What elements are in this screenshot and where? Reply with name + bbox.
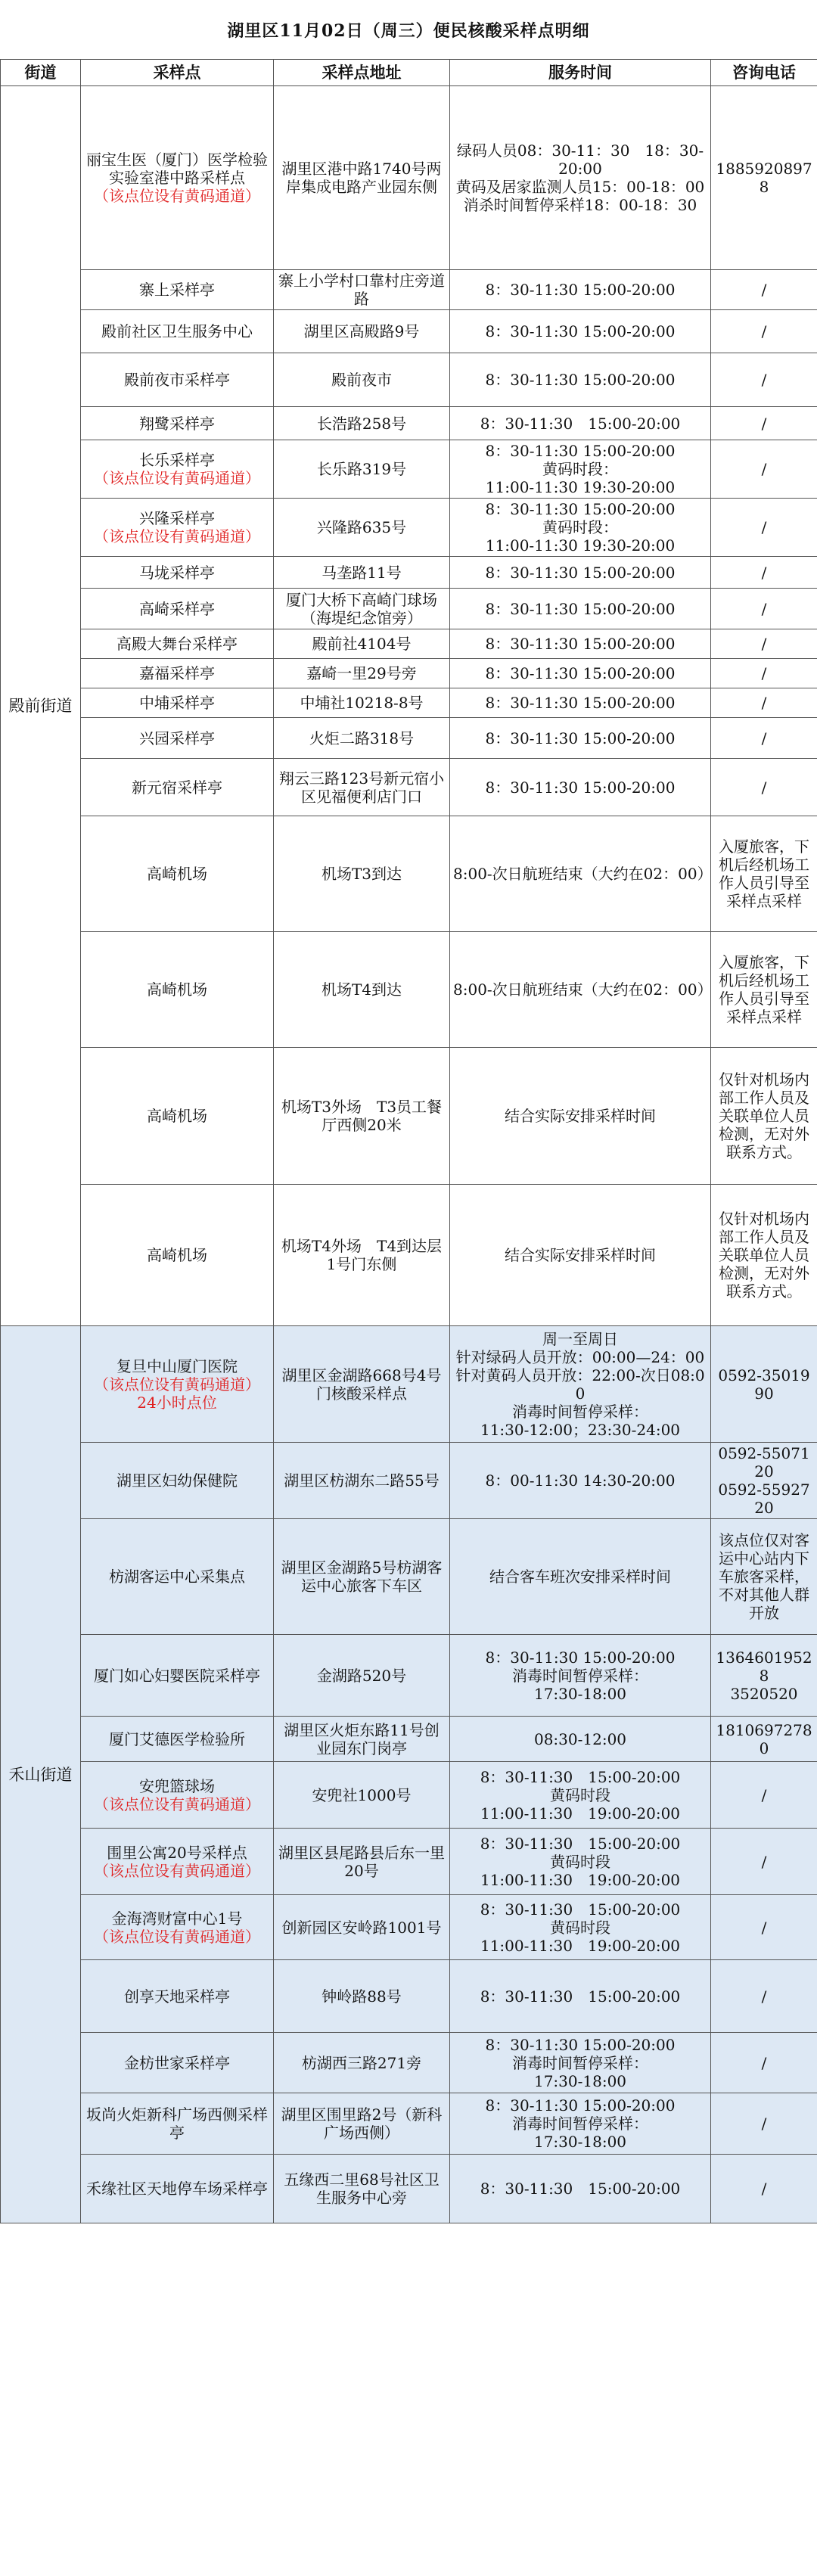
site-cell bbox=[81, 1326, 274, 1443]
yellow-code-note: （该点位设有黄码通道） 24小时点位 bbox=[94, 1375, 260, 1412]
table-row bbox=[1, 2155, 817, 2223]
phone-cell: / bbox=[711, 353, 817, 407]
phone-cell: / bbox=[711, 718, 817, 759]
service-time-cell: 8：30-11:30 15:00-20:00 bbox=[450, 1960, 711, 2033]
address-cell: 机场T4外场 T4到达层1号门东侧 bbox=[274, 1185, 450, 1326]
table-row bbox=[1, 86, 817, 270]
site-name: 厦门如心妇婴医院采样亭 bbox=[94, 1666, 260, 1685]
phone-cell: 仅针对机场内部工作人员及关联单位人员检测，无对外联系方式。 bbox=[711, 1048, 817, 1185]
site-cell bbox=[81, 629, 274, 659]
site-cell bbox=[81, 589, 274, 629]
district-cell: 禾山街道 bbox=[1, 1326, 81, 2223]
address-cell: 火炬二路318号 bbox=[274, 718, 450, 759]
site-cell bbox=[81, 1519, 274, 1635]
table-row bbox=[1, 629, 817, 659]
site-cell bbox=[81, 1895, 274, 1960]
site-name: 殿前社区卫生服务中心 bbox=[101, 322, 253, 340]
table-row bbox=[1, 1185, 817, 1326]
site-cell bbox=[81, 1443, 274, 1519]
address-cell: 中埔社10218-8号 bbox=[274, 688, 450, 718]
site-cell bbox=[81, 407, 274, 440]
site-cell bbox=[81, 659, 274, 688]
site-cell bbox=[81, 1048, 274, 1185]
address-cell: 殿前夜市 bbox=[274, 353, 450, 407]
site-cell bbox=[81, 1829, 274, 1895]
site-cell bbox=[81, 2155, 274, 2223]
service-time-cell: 周一至周日 针对绿码人员开放：00:00—24：00 针对黄码人员开放：22:00-次日08:00 消毒时间暂停采样： 11:30-12:00；23:30-24:00 bbox=[450, 1326, 711, 1443]
table-row bbox=[1, 353, 817, 407]
address-cell: 创新园区安岭路1001号 bbox=[274, 1895, 450, 1960]
header-address: 采样点地址 bbox=[274, 60, 450, 86]
table-row bbox=[1, 499, 817, 557]
phone-cell: / bbox=[711, 2155, 817, 2223]
header-site: 采样点 bbox=[81, 60, 274, 86]
yellow-code-note: （该点位设有黄码通道） bbox=[94, 1861, 260, 1880]
phone-cell: / bbox=[711, 407, 817, 440]
table-row bbox=[1, 589, 817, 629]
table-row bbox=[1, 2093, 817, 2155]
phone-cell: / bbox=[711, 1829, 817, 1895]
site-cell bbox=[81, 1185, 274, 1326]
service-time-cell: 8：30-11:30 15:00-20:00 bbox=[450, 353, 711, 407]
site-name: 枋湖客运中心采集点 bbox=[109, 1568, 245, 1586]
site-name: 丽宝生医（厦门）医学检验实验室港中路采样点 bbox=[86, 151, 268, 187]
site-cell bbox=[81, 270, 274, 310]
table-row bbox=[1, 1635, 817, 1717]
address-cell: 长浩路258号 bbox=[274, 407, 450, 440]
table-row bbox=[1, 1960, 817, 2033]
service-time-cell: 8：30-11:30 15:00-20:00 bbox=[450, 310, 711, 353]
site-name: 金海湾财富中心1号 bbox=[111, 1909, 243, 1928]
service-time-cell: 8：30-11:30 15:00-20:00 bbox=[450, 2155, 711, 2223]
site-cell bbox=[81, 759, 274, 816]
service-time-cell: 8：30-11:30 15:00-20:00 消毒时间暂停采样： 17:30-18:00 bbox=[450, 2093, 711, 2155]
phone-cell: / bbox=[711, 499, 817, 557]
site-cell bbox=[81, 499, 274, 557]
address-cell: 钟岭路88号 bbox=[274, 1960, 450, 2033]
address-cell: 湖里区金湖路668号4号门核酸采样点 bbox=[274, 1326, 450, 1443]
table-row bbox=[1, 932, 817, 1048]
phone-cell: / bbox=[711, 759, 817, 816]
site-cell bbox=[81, 718, 274, 759]
table-row bbox=[1, 1717, 817, 1762]
table-row bbox=[1, 310, 817, 353]
table-row bbox=[1, 1895, 817, 1960]
site-name: 高崎机场 bbox=[147, 1246, 207, 1264]
address-cell: 湖里区枋湖东二路55号 bbox=[274, 1443, 450, 1519]
service-time-cell: 8：30-11:30 15:00-20:00 消毒时间暂停采样： 17:30-18:00 bbox=[450, 2033, 711, 2093]
phone-cell: / bbox=[711, 688, 817, 718]
phone-cell: / bbox=[711, 1762, 817, 1829]
service-time-cell: 8：30-11:30 15:00-20:00 bbox=[450, 557, 711, 589]
service-time-cell: 结合实际安排采样时间 bbox=[450, 1185, 711, 1326]
address-cell: 长乐路319号 bbox=[274, 440, 450, 499]
address-cell: 湖里区金湖路5号枋湖客运中心旅客下车区 bbox=[274, 1519, 450, 1635]
table-row bbox=[1, 1048, 817, 1185]
site-name: 嘉福采样亭 bbox=[139, 664, 215, 682]
table-row bbox=[1, 1829, 817, 1895]
site-name: 围里公寓20号采样点 bbox=[107, 1843, 247, 1862]
site-name: 兴隆采样亭 bbox=[139, 509, 215, 527]
address-cell: 寨上小学村口靠村庄旁道路 bbox=[274, 270, 450, 310]
phone-cell: / bbox=[711, 557, 817, 589]
phone-cell: 该点位仅对客运中心站内下车旅客采样，不对其他人群开放 bbox=[711, 1519, 817, 1635]
address-cell: 殿前社4104号 bbox=[274, 629, 450, 659]
phone-cell: 13646019528 3520520 bbox=[711, 1635, 817, 1717]
address-cell: 湖里区港中路1740号两岸集成电路产业园东侧 bbox=[274, 86, 450, 270]
service-time-cell: 8：30-11:30 15:00-20:00 bbox=[450, 718, 711, 759]
service-time-cell: 8：30-11:30 15:00-20:00 黄码时段 11:00-11:30 19:00-20:00 bbox=[450, 1762, 711, 1829]
yellow-code-note: （该点位设有黄码通道） bbox=[94, 187, 260, 205]
phone-cell: 18859208978 bbox=[711, 86, 817, 270]
site-cell bbox=[81, 1960, 274, 2033]
phone-cell: / bbox=[711, 659, 817, 688]
site-cell bbox=[81, 440, 274, 499]
site-cell bbox=[81, 2093, 274, 2155]
service-time-cell: 8：00-11:30 14:30-20:00 bbox=[450, 1443, 711, 1519]
table-row bbox=[1, 2033, 817, 2093]
site-name: 中埔采样亭 bbox=[139, 694, 215, 712]
address-cell: 嘉崎一里29号旁 bbox=[274, 659, 450, 688]
site-name: 寨上采样亭 bbox=[139, 281, 215, 299]
table-row bbox=[1, 1519, 817, 1635]
service-time-cell: 8：30-11:30 15:00-20:00 bbox=[450, 688, 711, 718]
address-cell: 马垄路11号 bbox=[274, 557, 450, 589]
service-time-cell: 8：30-11:30 15:00-20:00 bbox=[450, 629, 711, 659]
phone-cell: 0592-5507120 0592-5592720 bbox=[711, 1443, 817, 1519]
header-district: 街道 bbox=[1, 60, 81, 86]
site-name: 高崎采样亭 bbox=[139, 599, 215, 618]
site-cell bbox=[81, 310, 274, 353]
service-time-cell: 8：30-11:30 15:00-20:00 bbox=[450, 270, 711, 310]
site-name: 湖里区妇幼保健院 bbox=[116, 1471, 238, 1490]
table-row bbox=[1, 407, 817, 440]
site-name: 复旦中山厦门医院 bbox=[116, 1356, 238, 1375]
table-row bbox=[1, 1443, 817, 1519]
address-cell: 安兜社1000号 bbox=[274, 1762, 450, 1829]
yellow-code-note: （该点位设有黄码通道） bbox=[94, 1927, 260, 1946]
service-time-cell: 8：30-11:30 15:00-20:00 黄码时段 11:00-11:30 19:00-20:00 bbox=[450, 1895, 711, 1960]
phone-cell: / bbox=[711, 310, 817, 353]
address-cell: 湖里区围里路2号（新科广场西侧） bbox=[274, 2093, 450, 2155]
site-name: 翔鹭采样亭 bbox=[139, 414, 215, 433]
address-cell: 厦门大桥下高崎门球场（海堤纪念馆旁） bbox=[274, 589, 450, 629]
table-row bbox=[1, 270, 817, 310]
site-name: 禾缘社区天地停车场采样亭 bbox=[86, 2180, 268, 2198]
phone-cell: 仅针对机场内部工作人员及关联单位人员检测，无对外联系方式。 bbox=[711, 1185, 817, 1326]
phone-cell: / bbox=[711, 2033, 817, 2093]
phone-cell: / bbox=[711, 629, 817, 659]
address-cell: 湖里区高殿路9号 bbox=[274, 310, 450, 353]
address-cell: 湖里区火炬东路11号创业园东门岗亭 bbox=[274, 1717, 450, 1762]
yellow-code-note: （该点位设有黄码通道） bbox=[94, 1794, 260, 1813]
phone-cell: 入厦旅客，下机后经机场工作人员引导至采样点采样 bbox=[711, 932, 817, 1048]
service-time-cell: 8：30-11:30 15:00-20:00 黄码时段 11:00-11:30 19:00-20:00 bbox=[450, 1829, 711, 1895]
district-cell: 殿前街道 bbox=[1, 86, 81, 1326]
site-cell bbox=[81, 1762, 274, 1829]
service-time-cell: 绿码人员08：30-11：30 18：30-20:00 黄码及居家监测人员15：00-18：00 消杀时间暂停采样18：00-18：30 bbox=[450, 86, 711, 270]
table-row bbox=[1, 1326, 817, 1443]
service-time-cell: 8：30-11:30 15:00-20:00 bbox=[450, 407, 711, 440]
service-time-cell: 结合客车班次安排采样时间 bbox=[450, 1519, 711, 1635]
service-time-cell: 8:00-次日航班结束（大约在02：00） bbox=[450, 816, 711, 932]
site-name: 高崎机场 bbox=[147, 865, 207, 883]
service-time-cell: 8：30-11:30 15:00-20:00 bbox=[450, 659, 711, 688]
address-cell: 湖里区县尾路县后东一里20号 bbox=[274, 1829, 450, 1895]
site-name: 安兜篮球场 bbox=[139, 1776, 215, 1795]
site-name: 高殿大舞台采样亭 bbox=[116, 635, 238, 653]
table-header-row bbox=[1, 60, 817, 86]
phone-cell: / bbox=[711, 440, 817, 499]
address-cell: 机场T4到达 bbox=[274, 932, 450, 1048]
address-cell: 兴隆路635号 bbox=[274, 499, 450, 557]
table-row bbox=[1, 557, 817, 589]
site-cell bbox=[81, 86, 274, 270]
table-row bbox=[1, 659, 817, 688]
address-cell: 翔云三路123号新元宿小区见福便利店门口 bbox=[274, 759, 450, 816]
site-name: 马垅采样亭 bbox=[139, 563, 215, 582]
table-body bbox=[1, 86, 817, 2223]
yellow-code-note: （该点位设有黄码通道） bbox=[94, 527, 260, 545]
site-name: 高崎机场 bbox=[147, 1107, 207, 1125]
phone-cell: / bbox=[711, 270, 817, 310]
service-time-cell: 8：30-11:30 15:00-20:00 bbox=[450, 759, 711, 816]
table-row bbox=[1, 440, 817, 499]
site-cell bbox=[81, 932, 274, 1048]
service-time-cell: 8:00-次日航班结束（大约在02：00） bbox=[450, 932, 711, 1048]
address-cell: 五缘西二里68号社区卫生服务中心旁 bbox=[274, 2155, 450, 2223]
site-cell bbox=[81, 816, 274, 932]
service-time-cell: 8：30-11:30 15:00-20:00 黄码时段： 11:00-11:30 19:30-20:00 bbox=[450, 440, 711, 499]
sampling-table bbox=[0, 59, 817, 2223]
table-row bbox=[1, 718, 817, 759]
yellow-code-note: （该点位设有黄码通道） bbox=[94, 469, 260, 487]
site-name: 高崎机场 bbox=[147, 980, 207, 999]
site-name: 新元宿采样亭 bbox=[132, 778, 222, 797]
site-name: 坂尚火炬新科广场西侧采样亭 bbox=[86, 2105, 268, 2142]
site-name: 兴园采样亭 bbox=[139, 729, 215, 747]
phone-cell: / bbox=[711, 2093, 817, 2155]
site-name: 厦门艾德医学检验所 bbox=[109, 1729, 245, 1748]
service-time-cell: 结合实际安排采样时间 bbox=[450, 1048, 711, 1185]
service-time-cell: 8：30-11:30 15:00-20:00 消毒时间暂停采样： 17:30-18:00 bbox=[450, 1635, 711, 1717]
address-cell: 机场T3外场 T3员工餐厅西侧20米 bbox=[274, 1048, 450, 1185]
service-time-cell: 8：30-11:30 15:00-20:00 黄码时段： 11:00-11:30 19:30-20:00 bbox=[450, 499, 711, 557]
table-row bbox=[1, 816, 817, 932]
site-name: 金枋世家采样亭 bbox=[124, 2053, 230, 2072]
service-time-cell: 08:30-12:00 bbox=[450, 1717, 711, 1762]
address-cell: 金湖路520号 bbox=[274, 1635, 450, 1717]
page-title: 湖里区11月02日（周三）便民核酸采样点明细 bbox=[227, 20, 590, 41]
phone-cell: / bbox=[711, 1895, 817, 1960]
address-cell: 机场T3到达 bbox=[274, 816, 450, 932]
table-row bbox=[1, 1762, 817, 1829]
phone-cell: 0592-3501990 bbox=[711, 1326, 817, 1443]
header-phone: 咨询电话 bbox=[711, 60, 817, 86]
site-cell bbox=[81, 1717, 274, 1762]
table-row bbox=[1, 759, 817, 816]
header-service-time: 服务时间 bbox=[450, 60, 711, 86]
phone-cell: / bbox=[711, 1960, 817, 2033]
service-time-cell: 8：30-11:30 15:00-20:00 bbox=[450, 589, 711, 629]
phone-cell: / bbox=[711, 589, 817, 629]
phone-cell: 入厦旅客，下机后经机场工作人员引导至采样点采样 bbox=[711, 816, 817, 932]
phone-cell: 18106972780 bbox=[711, 1717, 817, 1762]
site-cell bbox=[81, 688, 274, 718]
site-cell bbox=[81, 557, 274, 589]
site-name: 创享天地采样亭 bbox=[124, 1987, 230, 2006]
site-cell bbox=[81, 353, 274, 407]
site-name: 殿前夜市采样亭 bbox=[124, 371, 230, 389]
site-cell bbox=[81, 1635, 274, 1717]
table-row bbox=[1, 688, 817, 718]
site-cell bbox=[81, 2033, 274, 2093]
address-cell: 枋湖西三路271旁 bbox=[274, 2033, 450, 2093]
site-name: 长乐采样亭 bbox=[139, 451, 215, 469]
